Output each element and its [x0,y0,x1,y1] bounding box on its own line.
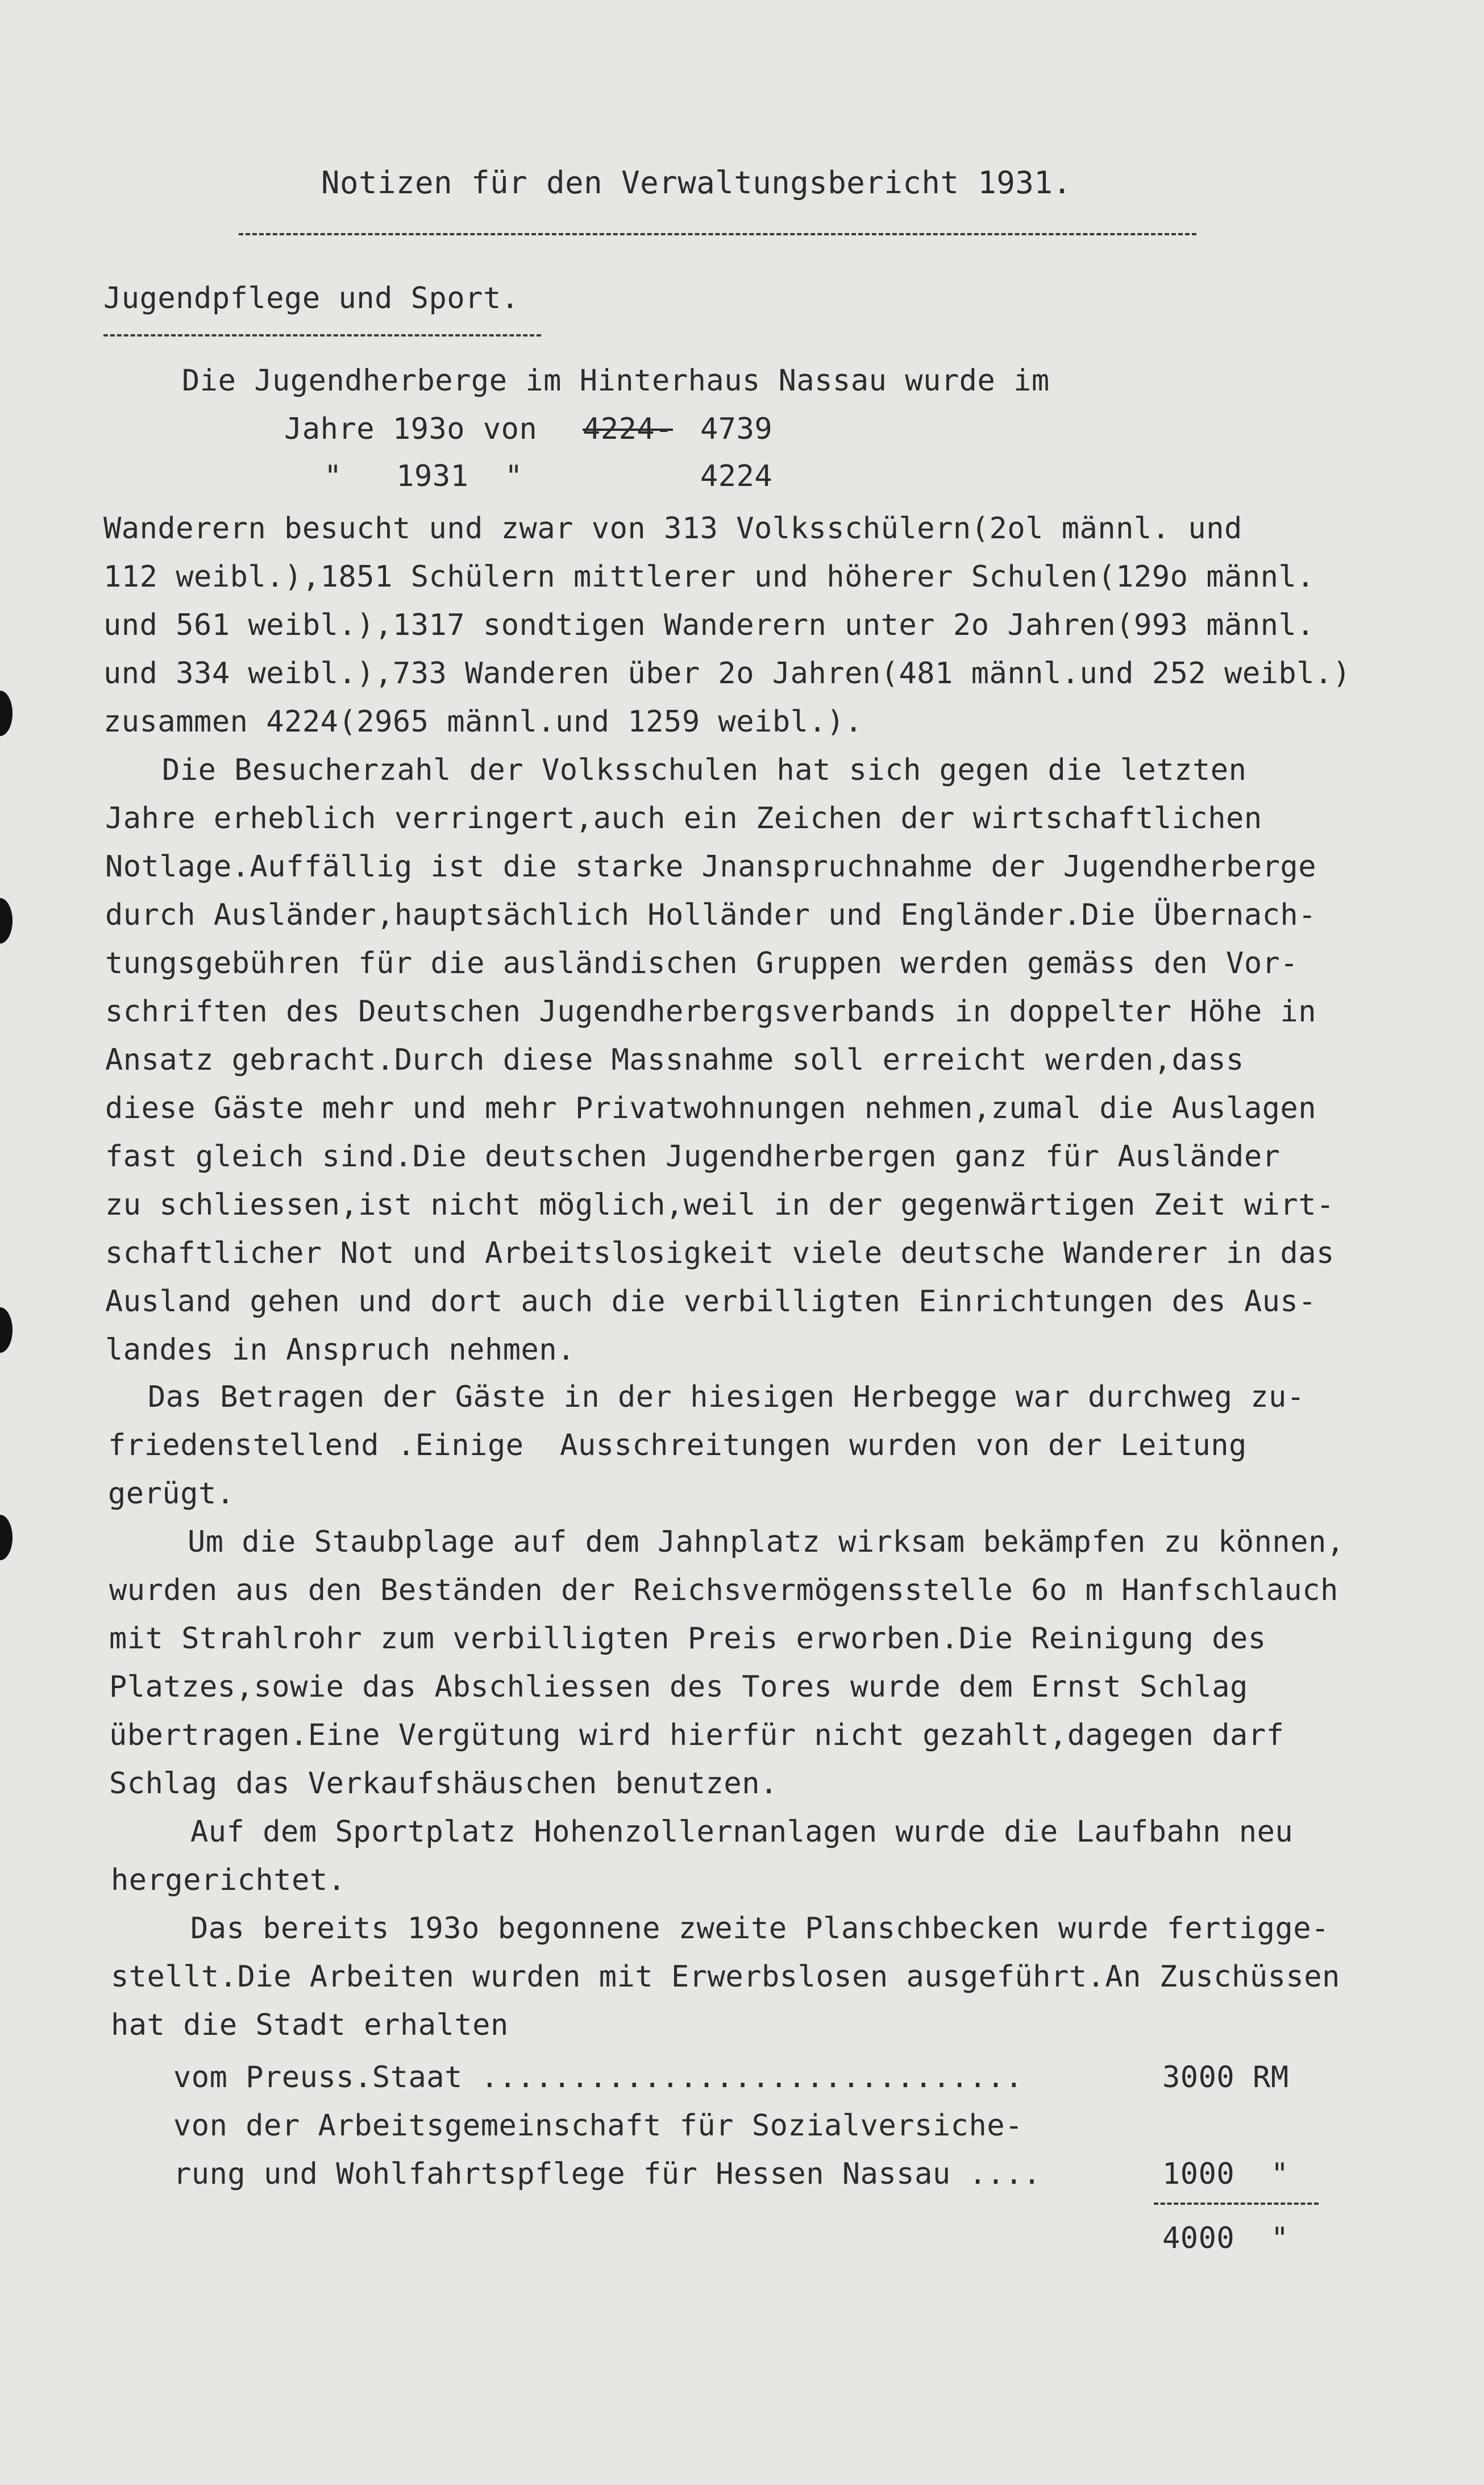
text-line: zusammen 4224(2965 männl.und 1259 weibl.). [103,705,863,739]
sum-line [1154,2203,1319,2205]
text-line: tungsgebühren für die ausländischen Gruppen werden gemäss den Vor- [105,946,1299,980]
section-heading-underline [103,334,541,336]
text-line: 112 weibl.),1851 Schülern mittlerer und höherer Schulen(129o männl. [103,560,1315,594]
subsidy-row-label: von der Arbeitsgemeinschaft für Sozialversiche- [173,2109,1023,2143]
text-line: stellt.Die Arbeiten wurden mit Erwerbslosen ausgeführt.An Zuschüssen [111,1960,1340,1994]
subsidy-row-label: vom Preuss.Staat .............................. [173,2060,1023,2095]
text-line: diese Gäste mehr und mehr Privatwohnungen nehmen,zumal die Auslagen [105,1091,1317,1125]
text-line: zu schliessen,ist nicht möglich,weil in der gegenwärtigen Zeit wirt- [105,1188,1335,1222]
text-line: Notlage.Auffällig ist die starke Jnanspruchnahme der Jugendherberge [105,850,1317,884]
binder-hole [0,898,13,944]
text-line: Auf dem Sportplatz Hohenzollernanlagen wurde die Laufbahn neu [190,1815,1294,1849]
section-heading: Jugendpflege und Sport. [103,281,519,315]
text-line: Ausland gehen und dort auch die verbilligten Einrichtungen des Aus- [105,1285,1317,1319]
subsidy-row-value: 1000 " [1162,2157,1289,2191]
text-line: Platzes,sowie das Abschliessen des Tores wurde dem Ernst Schlag [109,1670,1248,1704]
binder-hole [0,1307,13,1353]
text-line: schriften des Deutschen Jugendherbergsverbands in doppelter Höhe in [105,995,1317,1029]
text-line: Ansatz gebracht.Durch diese Massnahme soll erreicht werden,dass [105,1043,1244,1077]
year-1930-label: Jahre 193o von [284,412,538,446]
text-line: Das Betragen der Gäste in der hiesigen Herbegge war durchweg zu- [148,1380,1305,1414]
text-line: schaftlicher Not und Arbeitslosigkeit viele deutsche Wanderer in das [105,1236,1335,1270]
binder-hole [0,1515,13,1560]
subsidy-row-value: 3000 RM [1162,2060,1289,2095]
text-line: fast gleich sind.Die deutschen Jugendherbergen ganz für Ausländer [105,1140,1281,1174]
text-line: Schlag das Verkaufshäuschen benutzen. [109,1767,778,1801]
text-line: übertragen.Eine Vergütung wird hierfür nicht gezahlt,dagegen darf [109,1718,1285,1752]
text-line: Um die Staubplage auf dem Jahnplatz wirksam bekämpfen zu können, [188,1525,1345,1559]
year-1931-value: 4224 [700,459,773,493]
text-line: friedenstellend .Einige Ausschreitungen wurden von der Leitung [108,1428,1247,1462]
text-line: hergerichtet. [111,1863,346,1897]
text-line: Wanderern besucht und zwar von 313 Volksschülern(2ol männl. und [103,512,1242,546]
text-line: und 561 weibl.),1317 sondtigen Wanderern unter 2o Jahren(993 männl. [103,608,1315,642]
text-line: landes in Anspruch nehmen. [105,1333,575,1367]
subsidy-total: 4000 " [1162,2221,1289,2255]
text-line: und 334 weibl.),733 Wanderen über 2o Jahren(481 männl.und 252 weibl.) [103,656,1351,691]
intro-line: Die Jugendherberge im Hinterhaus Nassau wurde im [182,364,1050,398]
text-line: durch Ausländer,hauptsächlich Holländer und Engländer.Die Übernach- [105,898,1317,932]
text-line: Jahre erheblich verringert,auch ein Zeichen der wirtschaftlichen [105,801,1262,836]
binder-hole [0,691,13,736]
text-line: Das bereits 193o begonnene zweite Planschbecken wurde fertigge- [190,1911,1329,1946]
page-title: Notizen für den Verwaltungsbericht 1931. [321,165,1072,201]
year-1930-value: 4739 [700,412,773,446]
text-line: hat die Stadt erhalten [111,2008,509,2042]
text-line: gerügt. [108,1477,235,1511]
title-underline [239,233,1196,235]
subsidy-row-label: rung und Wohlfahrtspflege für Hessen Nassau .... [173,2157,1041,2191]
text-line: mit Strahlrohr zum verbilligten Preis erworben.Die Reinigung des [109,1622,1266,1656]
year-1931-label: " 1931 " [324,459,523,493]
text-line: Die Besucherzahl der Volksschulen hat sich gegen die letzten [162,753,1247,787]
struck-value: 4224- [583,412,674,446]
text-line: wurden aus den Beständen der Reichsvermögensstelle 6o m Hanfschlauch [109,1573,1338,1607]
